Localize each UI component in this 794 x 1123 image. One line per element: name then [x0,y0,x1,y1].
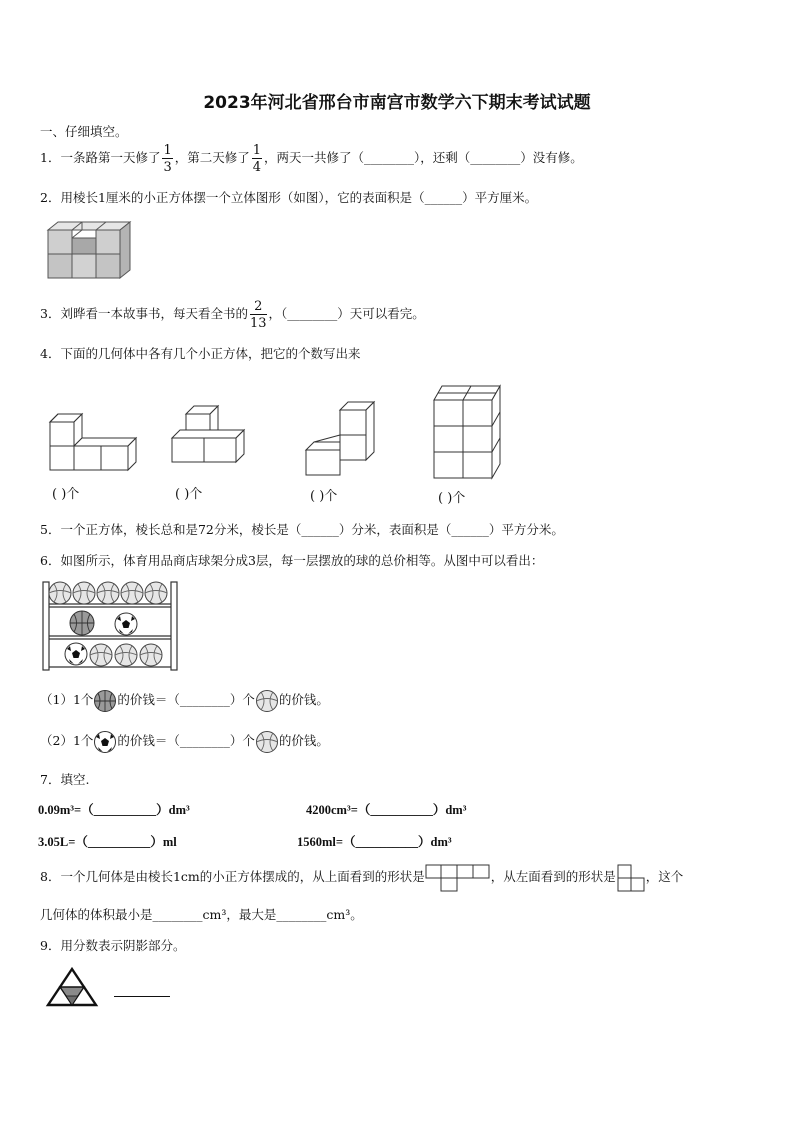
cube-figures-q4 [44,380,514,480]
question-8-line-2: 几何体的体积最小是________cm³，最大是________cm³。 [40,907,363,922]
question-1 [40,140,583,176]
cube-figure-1 [50,414,136,470]
question-text: 的价钱＝（________）个 [117,692,255,707]
question-number: 1． [40,150,61,165]
basketball-icon [93,689,117,713]
answer-label-1: ( )个 [52,487,80,502]
fill-blank-d: 1560ml=（__________）dm³ [297,835,452,849]
question-text: 的价钱＝（________）个 [117,733,255,748]
fill-blank-b: 4200cm³=（__________）dm³ [306,803,467,817]
cube-figure-q2 [44,218,134,286]
answer-label-2: ( )个 [175,487,203,502]
question-text: ，从左面看到的形状是 [490,869,616,884]
question-number: 6． [40,553,61,568]
soccer-ball-icon [93,730,117,754]
question-number: 9． [40,938,61,953]
volleyball-icon [255,730,279,754]
question-text: 填空. [60,772,90,787]
question-text: 用棱长1厘米的小正方体摆一个立体图形（如图），它的表面积是（______）平方厘米。 [60,190,538,205]
left-view-shape [616,863,646,893]
fraction [252,144,262,174]
question-number: 2． [40,190,61,205]
top-view-shape [425,863,491,893]
question-number: 3． [40,306,61,321]
question-5 [40,520,564,538]
question-text: ，（________）天可以看完。 [268,306,425,321]
question-text: ，这个 [645,869,684,884]
fill-blank-c: 3.05L=（__________）ml [38,835,177,849]
denominator: 13 [249,315,267,331]
question-text: （2）1个 [40,733,94,748]
question-number: 4． [40,346,61,361]
cube-figure-4 [434,386,500,478]
question-7 [40,770,89,788]
question-2 [40,188,537,206]
ball-rack-figure [40,578,180,672]
shaded-triangle-figure [44,966,100,1008]
question-text: 的价钱。 [278,692,329,707]
numerator: 1 [252,142,262,158]
answer-label-3: ( )个 [310,489,338,504]
question-text: 一个正方体，棱长总和是72分米，棱长是（______）分米，表面积是（______）平方分米。 [60,522,564,537]
question-number: 5． [40,522,61,537]
question-text: 用分数表示阴影部分。 [60,938,186,953]
question-6 [40,551,543,569]
question-text: 一个几何体是由棱长1cm的小正方体摆成的，从上面看到的形状是 [60,869,425,884]
question-text: 一条路第一天修了 [60,150,161,165]
question-text: 下面的几何体中各有几个小正方体，把它的个数写出来 [60,346,361,361]
numerator: 1 [163,142,172,158]
question-text: 如图所示，体育用品商店球架分成3层，每一层摆放的球的总价相等。从图中可以看出： [60,553,544,568]
question-6-part-2 [40,729,329,753]
denominator: 4 [252,159,262,175]
fraction [162,144,172,174]
cube-figure-3 [306,402,374,475]
fill-blank-a: 0.09m³=（__________）dm³ [38,803,190,817]
section-heading: 一、仔细填空。 [40,124,128,139]
question-text: 的价钱。 [278,733,329,748]
numerator: 2 [250,300,267,315]
question-number: 8． [40,869,61,884]
question-4 [40,344,360,362]
volleyball-icon [255,689,279,713]
fraction [250,300,267,330]
cube-figure-2 [172,406,244,462]
answer-blank-q9[interactable] [114,996,170,997]
question-9 [40,936,185,954]
question-text: ，两天一共修了（________），还剩（________）没有修。 [264,150,583,165]
denominator: 3 [163,159,172,175]
question-text: 刘晔看一本故事书，每天看全书的 [60,306,248,321]
question-6-part-1 [40,688,329,712]
question-text: （1）1个 [40,692,94,707]
question-text: ，第二天修了 [174,150,250,165]
question-number: 7． [40,772,61,787]
question-8 [40,862,683,892]
answer-label-4: ( )个 [438,491,466,506]
question-3 [40,296,425,332]
page-title: 2023年河北省邢台市南宫市数学六下期末考试试题 [203,93,591,113]
